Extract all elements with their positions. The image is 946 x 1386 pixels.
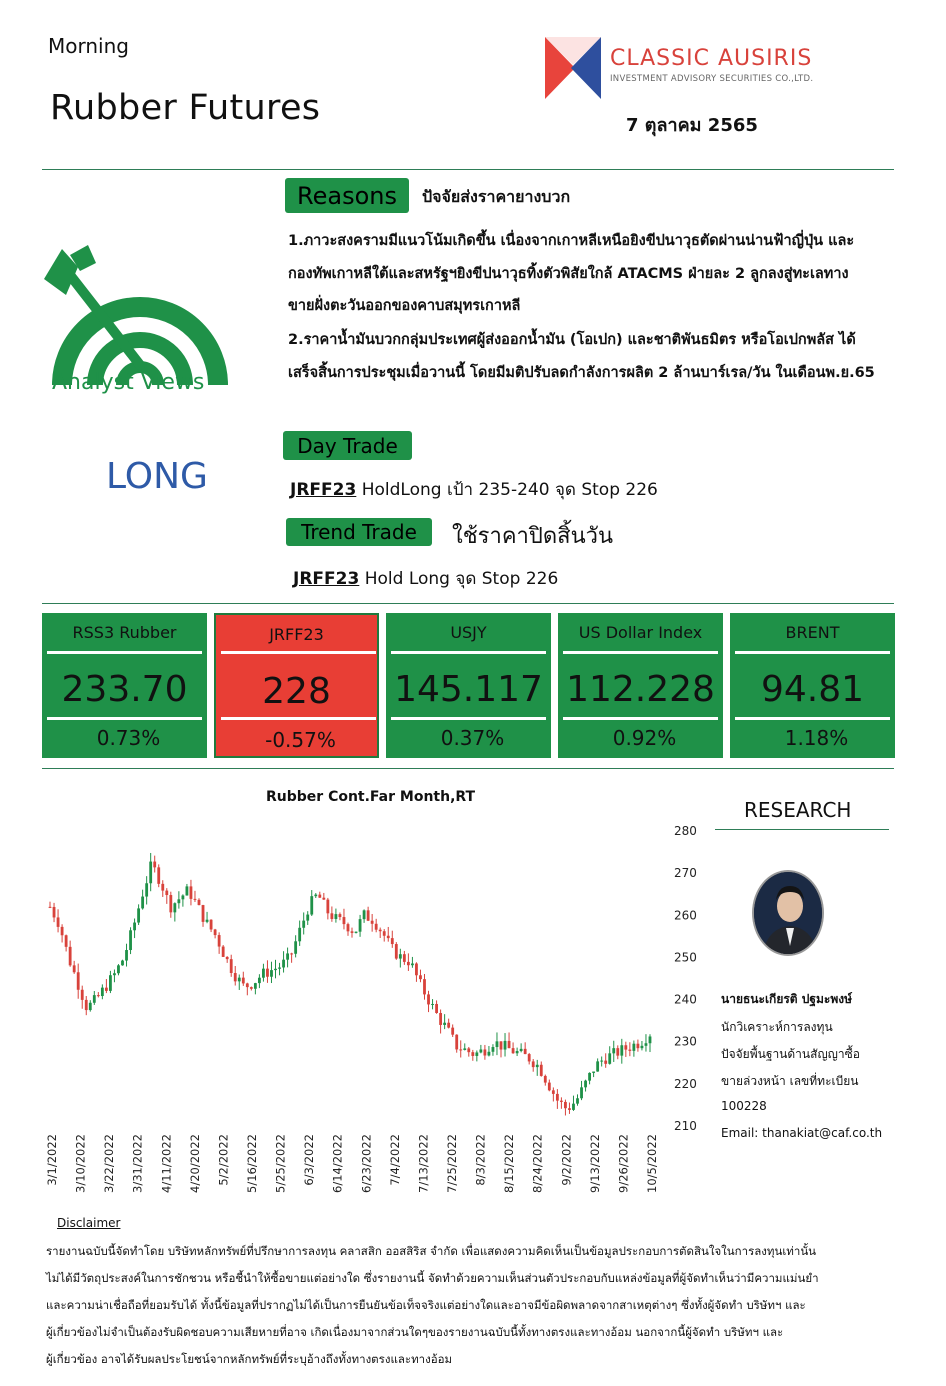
candle-body <box>383 931 386 936</box>
candle-body <box>351 931 354 933</box>
divider <box>42 169 894 170</box>
candle-body <box>226 957 229 959</box>
analyst-detail: ขายล่วงหน้า เลขที่ทะเบียน <box>721 1074 859 1088</box>
x-tick-label: 8/3/2022 <box>473 1134 488 1186</box>
candle-body <box>399 954 402 958</box>
x-tick-label: 3/22/2022 <box>102 1134 117 1193</box>
x-tick-label: 8/24/2022 <box>530 1134 545 1193</box>
disclaimer-line: ผู้เกี่ยวข้อง อาจได้รับผลประโยชน์จากหลักทรัพย์ที่ระบุอ้างถึงทั้งทางตรงและทางอ้อม <box>46 1352 453 1366</box>
x-tick-label: 9/2/2022 <box>559 1134 574 1186</box>
card-divider <box>221 651 376 654</box>
candle-body <box>214 929 217 935</box>
candle-body <box>624 1045 627 1049</box>
candle-body <box>500 1041 503 1049</box>
candle-body <box>286 953 289 959</box>
candle-body <box>85 1000 88 1010</box>
candle-body <box>463 1048 466 1050</box>
candle-body <box>572 1104 575 1110</box>
candle-body <box>250 987 253 989</box>
candle-body <box>141 897 144 909</box>
candle-body <box>604 1061 607 1064</box>
disclaimer-title: Disclaimer <box>57 1216 121 1230</box>
analyst-views-label: Analyst Views <box>52 370 205 395</box>
candle-body <box>628 1050 631 1051</box>
reason-line: กองทัพเกาหลีใต้และสหรัฐฯยิงขีปนาวุธทิ้งตัวพิสัยใกล้ ATACMS ฝ่ายละ 2 ลูกลงสู่ทะเลทาง <box>288 266 849 282</box>
company-logo-icon <box>545 37 605 99</box>
market-name: RSS3 Rubber <box>72 623 177 642</box>
candle-body <box>222 947 225 957</box>
candle-body <box>451 1028 454 1035</box>
y-tick-label: 240 <box>674 992 697 1007</box>
x-tick-label: 5/16/2022 <box>245 1134 259 1193</box>
candle-body <box>528 1054 531 1061</box>
page-title: Rubber Futures <box>50 88 321 128</box>
trend-trade-label: Trend Trade <box>286 518 432 546</box>
candle-body <box>645 1043 648 1046</box>
candle-body <box>419 975 422 979</box>
candle-body <box>306 915 309 921</box>
candle-body <box>355 932 358 933</box>
card-divider <box>221 717 376 720</box>
candle-body <box>367 910 370 920</box>
candle-body <box>169 895 172 912</box>
market-card-rss3 <box>42 613 207 758</box>
candle-body <box>190 886 193 898</box>
candle-body <box>455 1035 458 1050</box>
candle-body <box>588 1073 591 1081</box>
candle-body <box>443 1023 446 1025</box>
candle-body <box>230 959 233 973</box>
x-tick-label: 7/13/2022 <box>416 1134 431 1193</box>
y-tick-label: 210 <box>674 1119 697 1133</box>
y-tick-label: 220 <box>674 1076 697 1091</box>
company-subtitle: INVESTMENT ADVISORY SECURITIES CO.,LTD. <box>610 74 814 84</box>
candle-body <box>298 928 301 942</box>
candle-body <box>73 965 76 972</box>
candle-body <box>61 927 64 935</box>
candle-body <box>318 895 321 898</box>
candle-body <box>278 967 281 968</box>
candle-body <box>129 930 132 950</box>
market-change: -0.57% <box>265 728 336 752</box>
candle-body <box>343 917 346 924</box>
candle-body <box>641 1046 644 1048</box>
candle-body <box>504 1041 507 1050</box>
candle-body <box>294 941 297 953</box>
market-change: 0.73% <box>96 726 161 750</box>
day-trade-line <box>290 476 658 503</box>
market-change: 0.92% <box>612 726 677 750</box>
trend-trade-note: ใช้ราคาปิดสิ้นวัน <box>452 524 614 549</box>
candle-body <box>210 920 213 930</box>
candle-body <box>636 1044 639 1048</box>
candle-body <box>471 1052 474 1056</box>
candle-body <box>540 1065 543 1076</box>
candle-body <box>109 975 112 991</box>
analyst-name: นายธนะเกียรติ ปฐมะพงษ์ <box>721 992 853 1006</box>
y-tick-label: 270 <box>674 866 697 881</box>
candle-body <box>97 995 100 996</box>
card-divider <box>735 717 890 720</box>
candle-body <box>475 1052 478 1055</box>
x-tick-label: 7/25/2022 <box>445 1134 459 1193</box>
card-divider <box>47 651 202 654</box>
x-tick-label: 5/25/2022 <box>273 1134 288 1193</box>
candle-body <box>544 1076 547 1083</box>
stance-label: LONG <box>106 456 208 497</box>
candle-body <box>556 1094 559 1101</box>
candle-body <box>125 950 128 961</box>
candle-body <box>600 1061 603 1062</box>
candle-body <box>113 973 116 975</box>
reasons-heading: ปัจจัยส่งราคายางบวก <box>422 187 571 206</box>
day-trade-symbol: JRFF23 <box>290 480 357 500</box>
market-value: 112.228 <box>566 669 715 710</box>
x-tick-label: 9/13/2022 <box>587 1134 602 1193</box>
candle-body <box>403 954 406 962</box>
candle-body <box>580 1087 583 1098</box>
candle-body <box>133 923 136 931</box>
candle-body <box>568 1108 571 1110</box>
candle-body <box>387 936 390 938</box>
candle-body <box>57 917 60 926</box>
candle-body <box>375 924 378 930</box>
report-kicker: Morning <box>48 34 129 58</box>
candle-body <box>371 921 374 924</box>
candle-body <box>218 935 221 946</box>
reason-line: 2.ราคาน้ำมันบวกกลุ่มประเทศผู้ส่งออกน้ำมัน (โอเปก) และชาติพันธมิตร หรือโอเปกพลัส ได้ <box>288 332 856 348</box>
trend-trade-symbol: JRFF23 <box>293 569 360 589</box>
analyst-avatar <box>752 870 824 956</box>
company-name: CLASSIC AUSIRIS <box>610 46 813 71</box>
reason-line: ขายฝั่งตะวันออกของคาบสมุทรเกาหลี <box>288 298 521 314</box>
candle-body <box>395 944 398 959</box>
reason-line: เสร็จสิ้นการประชุมเมื่อวานนี้ โดยมีมติปรับลดกำลังการผลิต 2 ล้านบาร์เรล/วัน ในเดือนพ.ย.65 <box>288 365 875 381</box>
candle-body <box>186 886 189 895</box>
candle-body <box>411 963 414 965</box>
candle-body <box>246 983 249 987</box>
market-value: 94.81 <box>760 669 865 710</box>
candle-body <box>121 961 124 966</box>
candle-body <box>423 979 426 994</box>
x-tick-label: 4/20/2022 <box>187 1134 202 1193</box>
candle-body <box>363 910 366 919</box>
candle-body <box>202 905 205 922</box>
analyst-detail: ปัจจัยพื้นฐานด้านสัญญาซื้อ <box>721 1047 860 1061</box>
candle-body <box>532 1061 535 1067</box>
analyst-detail: 100228 <box>721 1099 767 1113</box>
candle-body <box>206 920 209 922</box>
x-tick-label: 6/3/2022 <box>302 1134 317 1186</box>
candle-body <box>632 1044 635 1051</box>
x-tick-label: 3/31/2022 <box>130 1134 145 1193</box>
x-tick-label: 3/1/2022 <box>45 1134 59 1186</box>
candle-body <box>314 895 317 897</box>
candle-body <box>512 1048 515 1053</box>
candle-body <box>173 903 176 912</box>
candle-body <box>81 990 84 1000</box>
analyst-email: Email: thanakiat@caf.co.th <box>721 1126 883 1140</box>
candle-body <box>330 913 333 919</box>
y-tick-label: 250 <box>674 950 697 965</box>
chart-title: Rubber Cont.Far Month,RT <box>266 789 476 805</box>
candle-body <box>137 908 140 922</box>
candle-body <box>89 1003 92 1010</box>
candle-body <box>564 1102 567 1108</box>
card-divider <box>391 651 546 654</box>
candle-body <box>576 1098 579 1103</box>
candle-body <box>596 1061 599 1071</box>
divider <box>42 603 894 604</box>
candle-body <box>93 995 96 1003</box>
candle-body <box>117 965 120 973</box>
reasons-label: Reasons <box>285 178 409 213</box>
market-card-dxy <box>558 613 723 758</box>
market-card-usjy <box>386 613 551 758</box>
candle-body <box>266 969 269 977</box>
candle-body <box>536 1065 539 1067</box>
research-heading: RESEARCH <box>744 798 852 822</box>
day-trade-label: Day Trade <box>283 431 412 460</box>
candle-body <box>347 924 350 931</box>
candle-body <box>548 1083 551 1091</box>
candle-body <box>69 947 72 966</box>
candle-body <box>105 988 108 991</box>
candle-body <box>560 1101 563 1102</box>
disclaimer-line: ผู้เกี่ยวข้องไม่จำเป็นต้องรับผิดชอบความเสียหายที่อาจ เกิดเนื่องมาจากส่วนใดๆของรายงานฉบับนี้ทั้งทางตรงและทางอ้อม นอกจากนี้ผู้จัดทำ บริษัทฯ และ <box>46 1325 784 1339</box>
candle-body <box>145 883 148 896</box>
trend-trade-text: Hold Long จุด Stop 226 <box>359 569 559 589</box>
candle-body <box>101 988 104 996</box>
candle-body <box>198 900 201 905</box>
candle-body <box>431 1004 434 1005</box>
y-tick-label: 260 <box>674 908 697 923</box>
candle-body <box>483 1049 486 1055</box>
candle-body <box>492 1047 495 1052</box>
candle-body <box>339 914 342 917</box>
candle-body <box>592 1072 595 1073</box>
card-divider <box>563 651 718 654</box>
candle-body <box>496 1041 499 1047</box>
candle-body <box>238 978 241 982</box>
card-divider <box>47 717 202 720</box>
disclaimer-line: ไม่ได้มีวัตถุประสงค์ในการชักชวน หรือชี้นำให้ซื้อขายแต่อย่างใด ซึ่งรายงานนี้ จัดทำด้วยความเห็นส่วนตัวประกอบกับแหล่งข้อมูลที่ผู้จัดทำเห็นว่ามีความแม่นยำ <box>46 1271 819 1285</box>
candle-body <box>274 969 277 970</box>
candle-body <box>194 899 197 900</box>
candle-body <box>439 1013 442 1025</box>
market-card-brent <box>730 613 895 758</box>
candle-body <box>165 891 168 895</box>
card-divider <box>735 651 890 654</box>
candle-body <box>282 960 285 968</box>
candle-body <box>310 896 313 914</box>
candle-body <box>479 1049 482 1052</box>
market-name: USJY <box>450 623 487 642</box>
y-tick-label: 280 <box>674 824 697 838</box>
candle-body <box>53 907 56 917</box>
candle-body <box>616 1048 619 1055</box>
candle-body <box>77 972 80 989</box>
disclaimer-line: รายงานฉบับนี้จัดทำโดย บริษัทหลักทรัพย์ที่ปรึกษาการลงทุน คลาสสิก ออสสิริส จำกัด เพื่อแสดงความคิดเห็นเป็นข้อมูลประกอบการตัดสินใจในการลงทุนเท่านั้น <box>46 1244 817 1258</box>
candle-body <box>524 1049 527 1054</box>
candle-body <box>407 962 410 965</box>
disclaimer-line: และความน่าเชื่อถือที่ยอมรับได้ ทั้งนี้ข้อมูลที่ปรากฏไม่ได้เป็นการยืนยันข้อเท็จจริงแต่อย่างใดและอาจมีข้อผิดพลาดจากสาเหตุต่างๆ ซึ่งทั้งผู้จัดทำ บริษัทฯ และ <box>46 1298 806 1312</box>
x-tick-label: 4/11/2022 <box>159 1134 174 1193</box>
price-chart <box>40 815 700 1215</box>
reason-line: 1.ภาวะสงครามมีแนวโน้มเกิดขึ้น เนื่องจากเกาหลีเหนือยิงขีปนาวุธตัดผ่านน่านฟ้าญี่ปุ่น และ <box>288 233 855 249</box>
candle-body <box>391 938 394 944</box>
candle-body <box>649 1036 652 1043</box>
candle-body <box>612 1048 615 1053</box>
report-date: 7 ตุลาคม 2565 <box>626 115 758 136</box>
candle-body <box>608 1053 611 1063</box>
x-tick-label: 10/5/2022 <box>645 1134 659 1193</box>
candle-body <box>427 994 430 1004</box>
candle-body <box>290 953 293 954</box>
candle-body <box>254 983 257 989</box>
candle-body <box>161 884 164 891</box>
market-value: 228 <box>262 671 331 712</box>
x-tick-label: 6/23/2022 <box>359 1134 374 1193</box>
candle-body <box>234 973 237 981</box>
candle-body <box>467 1048 470 1052</box>
divider <box>42 768 894 769</box>
candle-body <box>177 899 180 903</box>
trend-trade-line <box>293 565 558 592</box>
candle-body <box>334 914 337 919</box>
candle-body <box>584 1081 587 1088</box>
candle-body <box>326 900 329 914</box>
candle-body <box>435 1004 438 1013</box>
day-trade-text: HoldLong เป้า 235-240 จุด Stop 226 <box>356 480 658 500</box>
candle-body <box>620 1045 623 1055</box>
candle-body <box>270 970 273 977</box>
candle-body <box>447 1023 450 1028</box>
x-tick-label: 9/26/2022 <box>616 1134 631 1193</box>
market-change: 1.18% <box>784 726 849 750</box>
candle-body <box>322 898 325 900</box>
candle-body <box>262 969 265 978</box>
candle-body <box>379 930 382 932</box>
analyst-detail: นักวิเคราะห์การลงทุน <box>721 1020 833 1034</box>
market-name: JRFF23 <box>269 625 324 644</box>
candle-body <box>181 895 184 899</box>
market-value: 145.117 <box>394 669 543 710</box>
y-tick-label: 230 <box>674 1034 697 1049</box>
candle-body <box>415 963 418 975</box>
candle-body <box>520 1049 523 1051</box>
candle-body <box>242 978 245 984</box>
candle-body <box>49 907 52 908</box>
candle-body <box>552 1090 555 1094</box>
candle-body <box>157 867 160 883</box>
x-tick-label: 3/10/2022 <box>73 1134 88 1193</box>
x-tick-label: 5/2/2022 <box>216 1134 231 1186</box>
candle-body <box>488 1052 491 1056</box>
market-name: BRENT <box>785 623 840 642</box>
divider <box>715 829 889 830</box>
x-tick-label: 7/4/2022 <box>387 1134 402 1186</box>
card-divider <box>391 717 546 720</box>
x-tick-label: 8/15/2022 <box>502 1134 517 1193</box>
x-tick-label: 6/14/2022 <box>330 1134 345 1193</box>
candle-body <box>153 862 156 868</box>
card-divider <box>563 717 718 720</box>
candle-body <box>302 921 305 928</box>
market-value: 233.70 <box>61 669 188 710</box>
candle-body <box>508 1041 511 1048</box>
candle-body <box>149 862 152 884</box>
market-name: US Dollar Index <box>578 623 703 642</box>
candle-body <box>258 978 261 983</box>
candle-body <box>359 919 362 932</box>
candle-body <box>516 1051 519 1053</box>
market-card-jrff23 <box>214 613 379 758</box>
candle-body <box>65 935 68 947</box>
market-change: 0.37% <box>440 726 505 750</box>
candle-body <box>459 1049 462 1050</box>
